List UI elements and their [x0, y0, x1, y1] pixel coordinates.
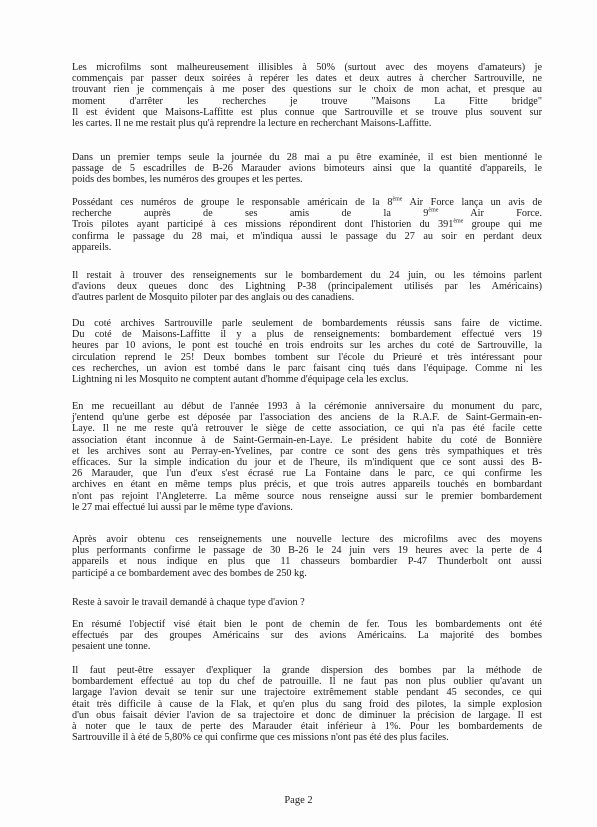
paragraph — [72, 619, 542, 653]
text-line: passage de 5 escadrilles de B-26 Marauder avions bimoteurs ainsi que la quantité d'appareils, le — [72, 163, 542, 175]
text-line: Du coté de Maisons-Laffitte il y a plus de renseignements: bombardement effectué vers 19 — [72, 329, 542, 341]
text-line: Sartrouville il à été de 5,80% ce qui confirme que ces missions n'ont pas été des plus faciles. — [72, 732, 449, 744]
text-line: pesaient une tonne. — [72, 641, 151, 653]
text-line: bombardement effectué au top du chef de patrouille. Il ne faut pas non plus oublier qu'avant un — [72, 676, 542, 688]
text-line: En me recueillant au début de l'année 1993 à la cérémonie anniversaire du monument du parc, — [72, 401, 542, 412]
text-line: était très difficile à cause de la Flak, et qu'en plus du sang froid des pilotes, la simple explosion — [72, 698, 542, 710]
text-line: trouvant rien je commençais à me poser des questions sur le choix de mon achat, et presque au — [72, 84, 542, 96]
text-line: efficaces. Sur la simple indication du jour et de l'heure, ils m'indiquent que ce sont aussi des B- — [72, 457, 542, 469]
text-line: 26 Marauder, que l'un d'eux s'est écrasé rue La Fontaine dans le parc, ce qui confirme les — [72, 468, 542, 480]
text-line: largage l'avion devait se tenir sur une trajectoire extrêmement stable pendant 45 secondes, ce qui — [72, 687, 542, 699]
text-line: j'entend qu'une gerbe est déposée par l'association des anciens de la R.A.F. de Saint-Germain-en- — [72, 412, 542, 424]
text-line: Les microfilms sont malheureusement illisibles à 50% (surtout avec des moyens d'amateurs) je — [72, 62, 542, 73]
text-line: le 27 mai effectué lui aussi par le même type d'avions. — [72, 501, 293, 513]
text-line: En résumé l'objectif visé était bien le pont de chemin de fer. Tous les bombardements ont été — [72, 619, 542, 630]
paragraph — [72, 270, 542, 304]
text-line: Il est évident que Maisons-Laffitte est plus connue que Sartrouville et se trouve plus souvent sur — [72, 106, 542, 118]
text-line: recherche auprès de ses amis de la 9ème Air Force. — [72, 207, 542, 220]
text-line: ces recherches, un avion est tombé dans le parc faisant cinq tués dans l'équipage. Comme ni les — [72, 362, 542, 374]
text-line: Reste à savoir le travail demandé à chaque type d'avion ? — [72, 597, 305, 608]
text-line: confirma le passage du 28 mai, et m'indiqua aussi le passage du 27 au soir en perdant deux — [72, 230, 542, 242]
paragraph — [72, 197, 542, 253]
text-line: et les archives sont au Perray-en-Yvelines, par contre ce sont des gens très sympathiques et très — [72, 445, 542, 457]
paragraph — [72, 62, 542, 129]
text-line: moment d'arrêter les recherches je trouve "Maisons La Fitte bridge" — [72, 95, 542, 107]
text-line: plus performants confirme le passage de 30 B-26 le 24 juin vers 19 heures avec la perte de 4 — [72, 545, 542, 557]
text-line: circulation reprend le 25! Deux bombes tombent sur l'école du Prieuré et très intéressant pour — [72, 351, 542, 363]
text-line: Possédant ces numéros de groupe le responsable américain de la 8ème Air Force lança un avis de — [72, 196, 542, 208]
text-line: effectués par des groupes Américains sur des avions Américains. La majorité des bombes — [72, 630, 542, 642]
text-line: Laye. Il ne me reste qu'à retrouver le siège de cette association, ce qui n'a pas été facile cette — [72, 423, 542, 435]
text-line: poids des bombes, les numéros des groupes et les pertes. — [72, 174, 303, 186]
text-line: d'autres parlent de Mosquito piloter par des anglais ou des canadiens. — [72, 292, 355, 304]
text-line: Il restait à trouver des renseignements sur le bombardement du 24 juin, ou les témoins parlent — [72, 270, 542, 281]
text-line: heures par 10 avions, le pont est touché en trois endroits sur les arches du coté de Sartrouville, la — [72, 340, 542, 352]
text-line: Dans un premier temps seule la journée du 28 mai a pu être examinée, il est bien mentionné le — [72, 152, 542, 163]
text-line: appareils. — [72, 241, 112, 253]
paragraph — [72, 534, 542, 579]
text-line: les cartes. Il ne me restait plus qu'à reprendre la lecture en recherchant Maisons-Laffitte. — [72, 118, 432, 130]
text-line: d'avions deux queues donc des Lightning P-38 (principalement utilisés par les Américains) — [72, 281, 542, 293]
text-line: Du coté archives Sartrouville parle seulement de bombardements réussis sans faire de victime. — [72, 318, 542, 329]
text-line: à noter que le taux de perte des Marauder était inférieur à 1%. Pour les bombardements de — [72, 721, 542, 733]
paragraph — [72, 597, 542, 608]
text-line: archives en étant en même temps plus précis, et que trois autres appareils touchés en bombardant — [72, 479, 542, 491]
paragraph — [72, 665, 542, 743]
text-line: Lightning ni les Mosquito ne comptent autant d'homme d'équipage cela les exclus. — [72, 374, 409, 386]
text-line: Il faut peut-être essayer d'expliquer la grande dispersion des bombes par la méthode de — [72, 665, 542, 676]
text-line: Après avoir obtenu ces renseignements une nouvelle lecture des microfilms avec des moyens — [72, 534, 542, 545]
text-line: n'ont pas rejoint l'Angleterre. La même source nous renseigne aussi sur le premier bombardement — [72, 490, 542, 502]
text-line: d'un obus faisait dévier l'avion de sa trajectoire et donc de diminuer la précision de largage. Il est — [72, 709, 542, 721]
text-line: appareils et nous indique en plus que 11 chasseurs bombardier P-47 Thunderbolt ont aussi — [72, 556, 542, 568]
text-line: commençais par passer deux soirées à repérer les dates et deux autres à chercher Sartrouville, ne — [72, 73, 542, 85]
paragraph — [72, 401, 542, 513]
paragraph — [72, 318, 542, 385]
paragraph — [72, 152, 542, 186]
text-line: participé a ce bombardement avec des bombes de 250 kg. — [72, 567, 307, 579]
page-number: Page 2 — [284, 795, 313, 806]
text-line: association étant inconnue à de Saint-Germain-en-Laye. Le président habite du coté de Bonnière — [72, 434, 542, 446]
text-line: Trois pilotes ayant participé à ces missions répondirent dont l'historien du 391ème groupe qui me — [72, 219, 542, 231]
